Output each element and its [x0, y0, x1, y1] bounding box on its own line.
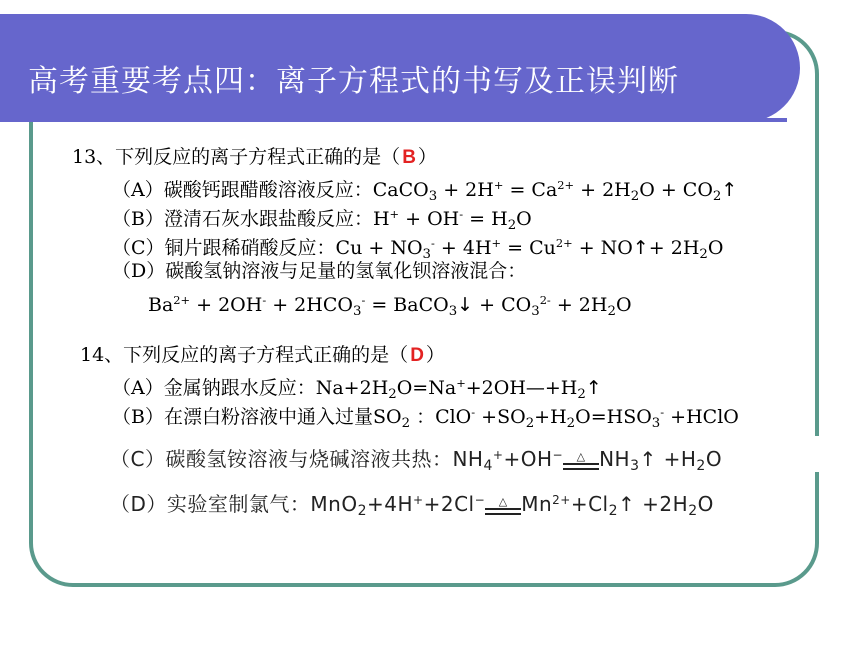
q13-suffix: ） — [417, 146, 437, 168]
q14-option-a-equation: $Na+2H_2O=Na^++2OH—+H_2↑$ — [315, 376, 602, 402]
q13-answer: B — [402, 147, 416, 168]
slide-title: 高考重要考点四：离子方程式的书写及正误判断 — [28, 64, 679, 99]
q13-prefix: 13、下列反应的离子方程式正确的是（ — [72, 146, 401, 168]
q13-option-d-equation: $Ba^{2+} + 2OH^- + 2HCO_3^-$ = BaCO$_3$↓ + $CO_3^{2-} + 2H_2O$ — [148, 293, 632, 319]
q13-option-d — [112, 260, 526, 282]
q13-option-b-equation: $H^+ + OH^- = H_2O$ — [372, 207, 532, 233]
q14-option-c-equation: $NH_4^++OH^-$ △ $NH_3↑ +H_2O$ — [452, 447, 723, 475]
q13-option-a-label: （A）碳酸钙跟醋酸溶液反应： — [112, 178, 373, 201]
q14-option-b: （B）在漂白粉溶液中通入过量$SO_2$ ：$ClO^- +SO_2+H_2O=HSO_3^-$ +HClO — [112, 405, 739, 431]
q13-option-a-equation: CaCO$_3$ + $2H^+ = Ca^{2+} + 2H_2O$ + $CO_2↑$ — [372, 178, 738, 204]
q13-option-d-label: （D）碳酸氢钠溶液与足量的氢氧化钡溶液混合： — [112, 260, 527, 282]
down-arrow-icon: ↓ — [457, 293, 474, 316]
q14-stem — [80, 344, 445, 367]
q14-suffix: ） — [425, 344, 445, 366]
q14-option-d-equation: MnO$_2$+4H++2Cl− △ $Mn^{2+}+Cl_2↑ +2H_2O$ — [310, 492, 714, 520]
q13-option-b-label: （B）澄清石灰水跟盐酸反应： — [112, 207, 373, 230]
title-bar — [0, 14, 800, 122]
heat-condition-icon: △ — [563, 452, 599, 470]
q14-option-d — [110, 488, 714, 519]
title-underline — [42, 118, 787, 122]
q14-prefix: 14、下列反应的离子方程式正确的是（ — [80, 344, 409, 366]
q14-option-a-label: （A）金属钠跟水反应： — [112, 376, 316, 399]
up-arrow-icon: ↑ — [639, 447, 657, 471]
q13-option-c-label: （C）铜片跟稀硝酸反应： — [112, 236, 336, 259]
heat-condition-icon: △ — [485, 497, 521, 515]
q14-option-c — [110, 443, 722, 474]
up-arrow-icon: ↑ — [721, 178, 738, 201]
q14-option-b-equation: ：$ClO^- +SO_2+H_2O=HSO_3^-$ +HClO — [410, 405, 739, 431]
q14-option-c-label: （C）碳酸氢铵溶液与烧碱溶液共热： — [110, 447, 453, 471]
up-arrow-icon: ↑ — [585, 376, 602, 399]
q13-option-c-equation: $Cu + NO_3^- + 4H^+ = Cu^{2+}$ + NO↑+ $2H_2O$ — [335, 236, 724, 262]
q14-answer: D — [410, 345, 424, 366]
up-arrow-icon: ↑ — [632, 236, 649, 259]
q13-stem — [72, 146, 437, 169]
frame-gap — [812, 436, 832, 472]
q14-option-d-label: （D）实验室制氯气： — [110, 492, 311, 516]
up-arrow-icon: ↑ — [618, 492, 636, 516]
q14-option-b-label: （B）在漂白粉溶液中通入过量SO — [112, 405, 402, 428]
